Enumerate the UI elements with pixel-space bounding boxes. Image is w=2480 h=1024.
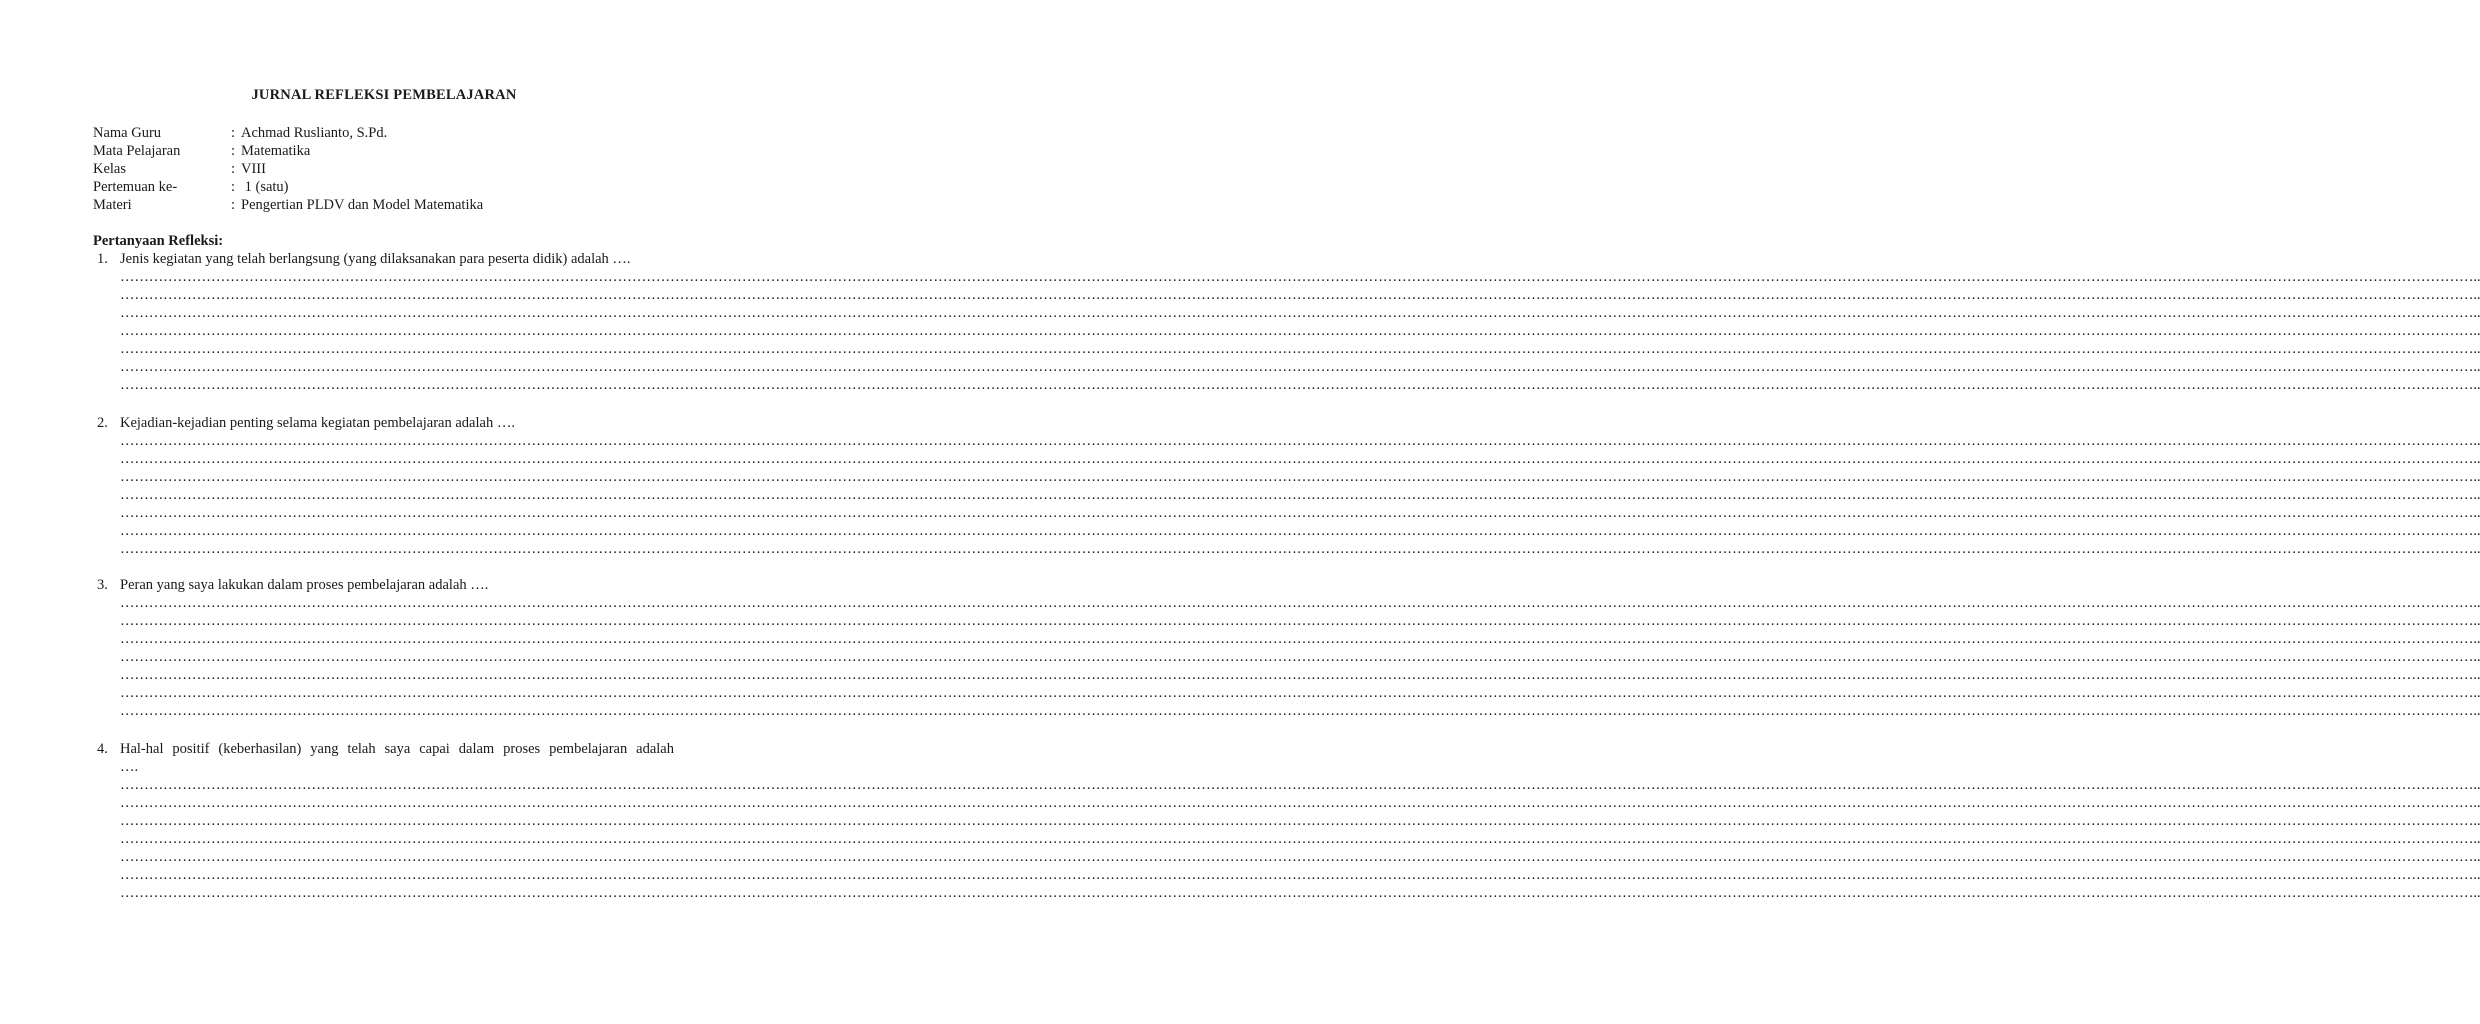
answer-line[interactable]: …………………………………………………………………………………………………………………………………………………………………………………………………………………………………………………………………………………………………………………………………………………………………………………………………………………………………………………….. [120,523,2480,539]
answer-line[interactable]: …………………………………………………………………………………………………………………………………………………………………………………………………………………………………………………………………………………………………………………………………………………………………………………………………………………………………………………….. [120,487,2480,503]
question-continuation-line [93,758,673,776]
question-text-continuation: …. [120,759,139,775]
question-text: Jenis kegiatan yang telah berlangsung (yang dilaksanakan para peserta didik) adalah …. [120,251,631,267]
question-2 [93,414,2480,558]
info-row-nama-guru [93,124,483,142]
answer-line[interactable]: …………………………………………………………………………………………………………………………………………………………………………………………………………………………………………………………………………………………………………………………………………………………………………………………………………………………………………………….. [120,613,2480,629]
info-row-materi [93,196,483,214]
reflection-heading: Pertanyaan Refleksi: [93,233,224,249]
answer-line[interactable]: …………………………………………………………………………………………………………………………………………………………………………………………………………………………………………………………………………………………………………………………………………………………………………………………………………………………………………………….. [120,813,2480,829]
question-number: 2. [97,415,108,431]
info-label: Materi [93,197,132,213]
answer-line[interactable]: …………………………………………………………………………………………………………………………………………………………………………………………………………………………………………………………………………………………………………………………………………………………………………………………………………………………………………………….. [120,377,2480,393]
info-row-mata-pelajaran [93,142,483,160]
info-value: Pengertian PLDV dan Model Matematika [241,197,484,213]
question-line [93,740,673,758]
info-value: 1 (satu) [241,179,289,195]
document-title: JURNAL REFLEKSI PEMBELAJARAN [251,87,517,103]
info-value: Matematika [241,143,311,159]
info-label: Mata Pelajaran [93,143,181,159]
answer-line[interactable]: …………………………………………………………………………………………………………………………………………………………………………………………………………………………………………………………………………………………………………………………………………………………………………………………………………………………………………………….. [120,849,2480,865]
info-colon: : [231,143,236,159]
answer-line[interactable]: …………………………………………………………………………………………………………………………………………………………………………………………………………………………………………………………………………………………………………………………………………………………………………………………………………………………………………………….. [120,777,2480,793]
info-row-kelas [93,160,483,178]
answer-line[interactable]: …………………………………………………………………………………………………………………………………………………………………………………………………………………………………………………………………………………………………………………………………………………………………………………………………………………………………………………….. [120,631,2480,647]
teacher-info-block [93,124,483,214]
answer-line[interactable]: …………………………………………………………………………………………………………………………………………………………………………………………………………………………………………………………………………………………………………………………………………………………………………………………………………………………………………………….. [120,341,2480,357]
question-4 [93,740,2480,902]
question-line [93,414,673,432]
info-label: Nama Guru [93,125,162,141]
answer-line[interactable]: …………………………………………………………………………………………………………………………………………………………………………………………………………………………………………………………………………………………………………………………………………………………………………………………………………………………………………………….. [120,867,2480,883]
info-colon: : [231,161,236,177]
answer-line[interactable]: …………………………………………………………………………………………………………………………………………………………………………………………………………………………………………………………………………………………………………………………………………………………………………………………………………………………………………………….. [120,305,2480,321]
info-value: VIII [241,161,266,177]
answer-line[interactable]: …………………………………………………………………………………………………………………………………………………………………………………………………………………………………………………………………………………………………………………………………………………………………………………………………………………………………………………….. [120,795,2480,811]
info-value: Achmad Ruslianto, S.Pd. [241,125,388,141]
answer-line[interactable]: …………………………………………………………………………………………………………………………………………………………………………………………………………………………………………………………………………………………………………………………………………………………………………………………………………………………………………………….. [120,469,2480,485]
answer-line[interactable]: …………………………………………………………………………………………………………………………………………………………………………………………………………………………………………………………………………………………………………………………………………………………………………………………………………………………………………………….. [120,541,2480,557]
answer-line[interactable]: …………………………………………………………………………………………………………………………………………………………………………………………………………………………………………………………………………………………………………………………………………………………………………………………………………………………………………………….. [120,649,2480,665]
answer-line[interactable]: …………………………………………………………………………………………………………………………………………………………………………………………………………………………………………………………………………………………………………………………………………………………………………………………………………………………………………………….. [120,831,2480,847]
question-number: 4. [97,741,108,757]
question-number: 3. [97,577,108,593]
question-3 [93,576,2480,720]
answer-line[interactable]: …………………………………………………………………………………………………………………………………………………………………………………………………………………………………………………………………………………………………………………………………………………………………………………………………………………………………………………….. [120,433,2480,449]
answer-line[interactable]: …………………………………………………………………………………………………………………………………………………………………………………………………………………………………………………………………………………………………………………………………………………………………………………………………………………………………………………….. [120,287,2480,303]
info-label: Kelas [93,161,127,177]
question-text: Kejadian-kejadian penting selama kegiatan pembelajaran adalah …. [120,415,515,431]
info-label: Pertemuan ke- [93,179,178,195]
answer-line[interactable]: …………………………………………………………………………………………………………………………………………………………………………………………………………………………………………………………………………………………………………………………………………………………………………………………………………………………………………………….. [120,505,2480,521]
info-colon: : [231,179,236,195]
answer-line[interactable]: …………………………………………………………………………………………………………………………………………………………………………………………………………………………………………………………………………………………………………………………………………………………………………………………………………………………………………………….. [120,269,2480,285]
question-number: 1. [97,251,108,267]
question-line [93,576,673,594]
answer-line[interactable]: …………………………………………………………………………………………………………………………………………………………………………………………………………………………………………………………………………………………………………………………………………………………………………………………………………………………………………………….. [120,667,2480,683]
question-line [93,250,673,268]
question-text: Hal-hal positif (keberhasilan) yang telah saya capai dalam proses pembelajaran adalah [120,741,674,757]
answer-line[interactable]: …………………………………………………………………………………………………………………………………………………………………………………………………………………………………………………………………………………………………………………………………………………………………………………………………………………………………………………….. [120,685,2480,701]
answer-line[interactable]: …………………………………………………………………………………………………………………………………………………………………………………………………………………………………………………………………………………………………………………………………………………………………………………………………………………………………………………….. [120,451,2480,467]
question-1 [93,250,2480,394]
info-colon: : [231,197,236,213]
answer-line[interactable]: …………………………………………………………………………………………………………………………………………………………………………………………………………………………………………………………………………………………………………………………………………………………………………………………………………………………………………………….. [120,323,2480,339]
answer-line[interactable]: …………………………………………………………………………………………………………………………………………………………………………………………………………………………………………………………………………………………………………………………………………………………………………………………………………………………………………………….. [120,595,2480,611]
info-row-pertemuan [93,178,483,196]
info-colon: : [231,125,236,141]
answer-line[interactable]: …………………………………………………………………………………………………………………………………………………………………………………………………………………………………………………………………………………………………………………………………………………………………………………………………………………………………………………….. [120,359,2480,375]
answer-line[interactable]: …………………………………………………………………………………………………………………………………………………………………………………………………………………………………………………………………………………………………………………………………………………………………………………………………………………………………………………….. [120,885,2480,901]
question-text: Peran yang saya lakukan dalam proses pembelajaran adalah …. [120,577,489,593]
answer-line[interactable]: …………………………………………………………………………………………………………………………………………………………………………………………………………………………………………………………………………………………………………………………………………………………………………………………………………………………………………………….. [120,703,2480,719]
